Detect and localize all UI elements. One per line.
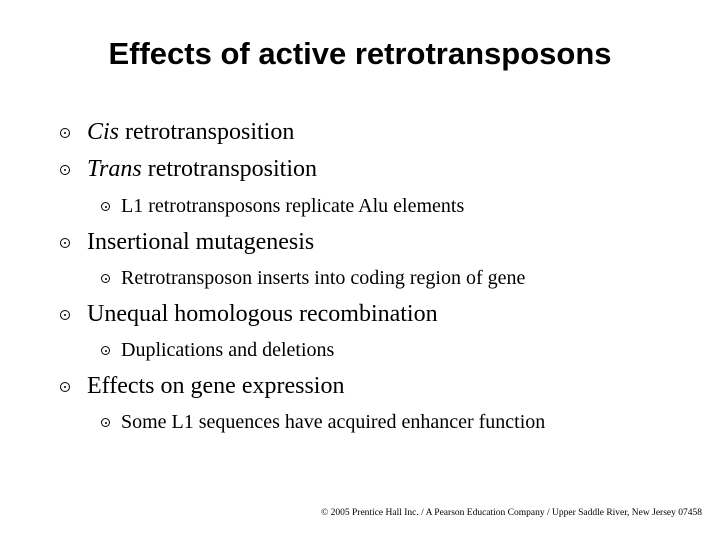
sub-bullet-item [101, 267, 525, 290]
sub-bullet-text: L1 retrotransposons replicate Alu elements [121, 195, 465, 217]
bullet-dot-icon [60, 382, 70, 392]
bullet-dot-icon [101, 202, 110, 211]
bullet-text-rest: retrotransposition [141, 156, 318, 182]
bullet-item [60, 301, 438, 328]
bullet-dot-icon [60, 165, 70, 175]
sub-bullet-item [101, 195, 464, 218]
bullet-dot-icon [101, 418, 110, 427]
bullet-dot-icon [60, 128, 70, 138]
sub-bullet-item [101, 411, 545, 434]
sub-bullet-text: Retrotransposon inserts into coding region of gene [121, 267, 526, 289]
bullet-text: Unequal homologous recombination [87, 301, 438, 327]
bullet-item [60, 119, 294, 146]
bullet-italic-term: Trans [87, 156, 142, 182]
sub-bullet-text: Duplications and deletions [121, 339, 335, 361]
bullet-text-rest: retrotransposition [119, 119, 295, 145]
bullet-item [60, 156, 317, 183]
bullet-text [87, 156, 317, 183]
bullet-italic-term: Cis [87, 119, 120, 145]
bullet-text [87, 119, 294, 146]
bullet-text: Effects on gene expression [87, 373, 345, 399]
sub-bullet-text: Some L1 sequences have acquired enhancer function [121, 411, 546, 433]
bullet-item [60, 229, 314, 256]
bullet-dot-icon [101, 274, 110, 283]
sub-bullet-item [101, 339, 334, 362]
bullet-item [60, 373, 344, 400]
bullet-dot-icon [60, 310, 70, 320]
bullet-text: Insertional mutagenesis [87, 229, 315, 255]
bullet-dot-icon [101, 346, 110, 355]
bullet-dot-icon [60, 238, 70, 248]
copyright-notice: © 2005 Prentice Hall Inc. / A Pearson Education Company / Upper Saddle River, New Jersey 07458 [321, 508, 702, 518]
slide-title: Effects of active retrotransposons [108, 36, 612, 71]
